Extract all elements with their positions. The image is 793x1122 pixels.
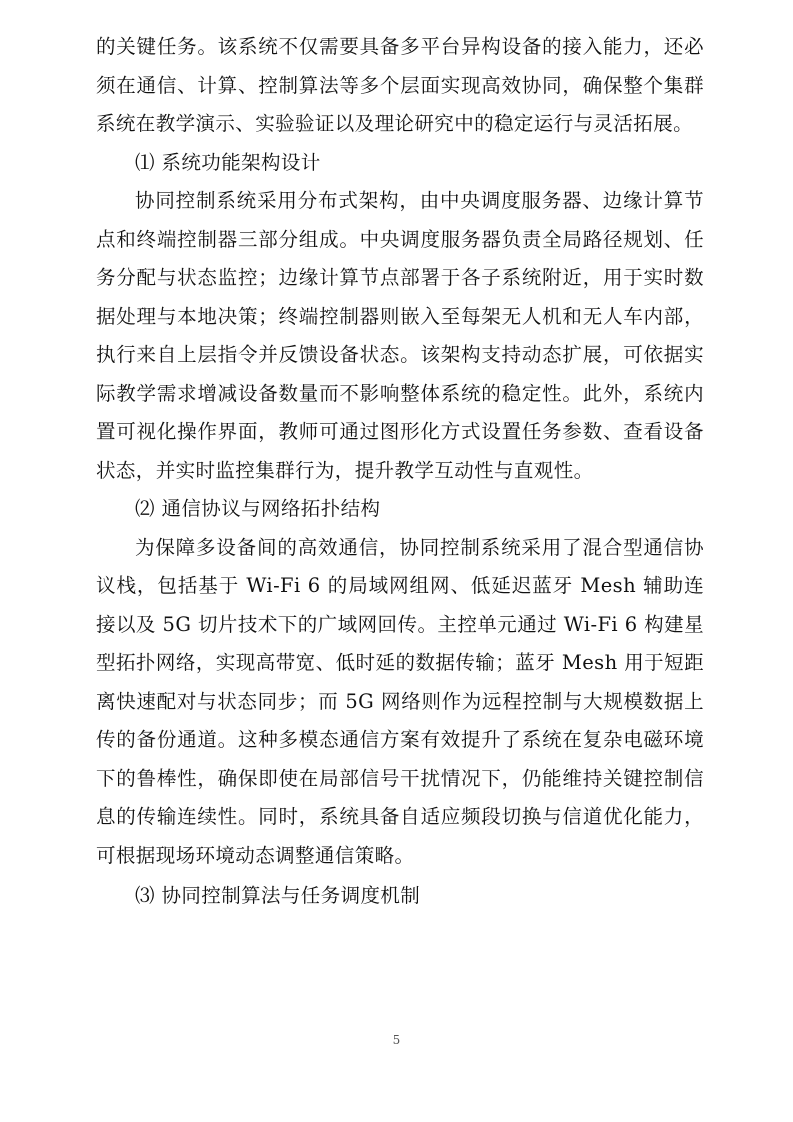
page-number: 5	[392, 1033, 401, 1047]
body-paragraph-3: 为保障多设备间的高效通信，协同控制系统采用了混合型通信协议栈，包括基于 Wi-Fi 6 的局域网组网、低延迟蓝牙 Mesh 辅助连接以及 5G 切片技术下的广域网回传。主控单元通过 Wi-Fi 6 构建星型拓扑网络，实现高带宽、低时延的数据传输；蓝牙 Mesh 用于短距离快速配对与状态同步；而 5G 网络则作为远程控制与大规模数据上传的备份通道。这种多模态通信方案有效提升了系统在复杂电磁环境下的鲁棒性，确保即使在局部信号干扰情况下，仍能维持关键控制信息的传输连续性。同时，系统具备自适应频段切换与信道优化能力，可根据现场环境动态调整通信策略。	[96, 535, 704, 867]
body-paragraph-2: 协同控制系统采用分布式架构，由中央调度服务器、边缘计算节点和终端控制器三部分组成。中央调度服务器负责全局路径规划、任务分配与状态监控；边缘计算节点部署于各子系统附近，用于实时数据处理与本地决策；终端控制器则嵌入至每架无人机和无人车内部，执行来自上层指令并反馈设备状态。该架构支持动态扩展，可依据实际教学需求增减设备数量而不影响整体系统的稳定性。此外，系统内置可视化操作界面，教师可通过图形化方式设置任务参数、查看设备状态，并实时监控集群行为，提升教学互动性与直观性。	[96, 189, 704, 482]
body-paragraph-1: 的关键任务。该系统不仅需要具备多平台异构设备的接入能力，还必须在通信、计算、控制算法等多个层面实现高效协同，确保整个集群系统在教学演示、实验验证以及理论研究中的稳定运行与灵活拓展。	[96, 35, 704, 135]
section-heading-2: ⑵ 通信协议与网络拓扑结构	[135, 497, 381, 520]
document-page	[96, 28, 704, 916]
section-heading-3: ⑶ 协同控制算法与任务调度机制	[135, 884, 421, 907]
section-heading-1: ⑴ 系统功能架构设计	[135, 150, 321, 174]
